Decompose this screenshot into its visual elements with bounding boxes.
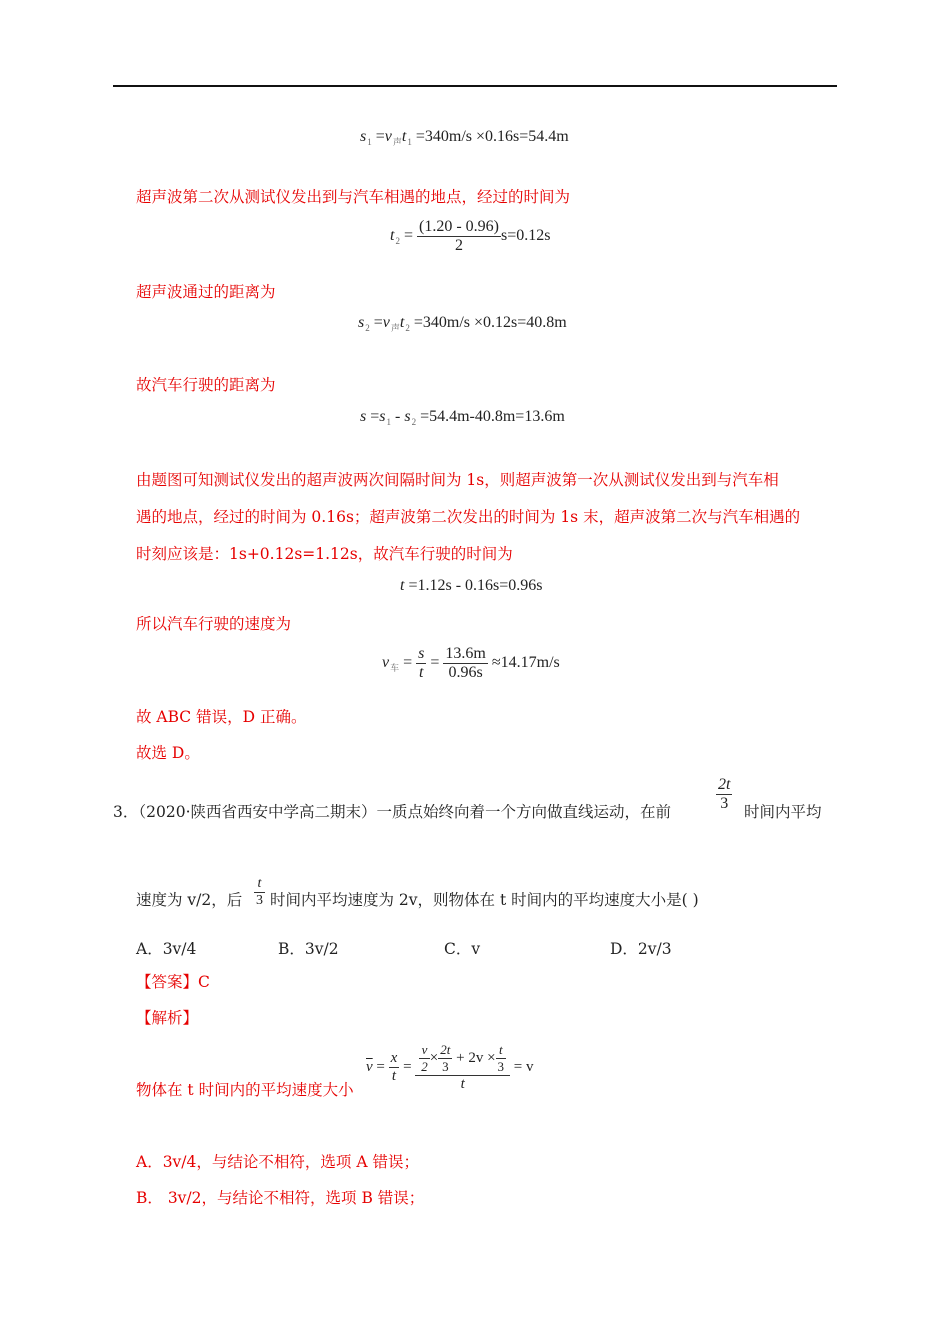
- question-3-line-1: 3．（2020·陕西省西安中学高二期末）一质点始终向着一个方向做直线运动，在前: [113, 803, 672, 821]
- option-b: B．3v/2: [278, 940, 339, 958]
- analysis-option-a: A．3v/4，与结论不相符，选项 A 错误；: [136, 1153, 419, 1171]
- equation-v-car: $v_车$ = $\frac{s}{t}$ = $\frac{13.6m}{0.96s}$ ≈14.17m/s: [382, 645, 560, 681]
- answer-line: 【答案】C: [136, 973, 210, 991]
- question-3-line-2a: 速度为 v/2，后: [136, 891, 243, 909]
- equation-s1: $s_1 =v_声t_1 =340m/s \times 0.16s=54.4m$: [360, 128, 569, 147]
- equation-average-velocity: $\overline{v}$ = $\frac{x}{t}$ = $\frac{v}{2}$ × $\frac{2t}{3}$ + 2v × $\frac{t}{3}$ t = v: [366, 1042, 534, 1092]
- equation-t: t =1.12s - 0.16s=0.96s: [400, 577, 543, 594]
- option-c: C．v: [444, 940, 481, 958]
- question-3-frac-t-3: $\frac{t}{3}$: [256, 876, 263, 908]
- analysis-label: 【解析】: [136, 1009, 199, 1027]
- option-d: D．2v/3: [610, 940, 672, 958]
- conclusion-2: 故选 D。: [136, 744, 200, 762]
- question-3-line-1-end: 时间内平均: [744, 803, 822, 821]
- header-rule: [113, 85, 837, 87]
- text-speed: 所以汽车行驶的速度为: [136, 615, 292, 633]
- analysis-text: 物体在 t 时间内的平均速度大小: [136, 1081, 354, 1099]
- equation-t2: $t_2$ = $\frac{(1.20 - 0.96)}{2}$ s=0.12s: [390, 218, 551, 254]
- option-a: A．3v/4: [136, 940, 197, 958]
- paragraph-line-1: 由题图可知测试仪发出的超声波两次间隔时间为 1s，则超声波第一次从测试仪发出到与汽车相: [136, 471, 779, 489]
- analysis-option-b: B． 3v/2，与结论不相符，选项 B 错误；: [136, 1189, 425, 1207]
- paragraph-line-2: 遇的地点，经过的时间为 0.16s；超声波第二次发出的时间为 1s 末，超声波第二次与汽车相遇的: [136, 508, 801, 526]
- question-3-frac-2t-3: $\frac{2t}{3}$: [718, 776, 731, 812]
- paragraph-line-3: 时刻应该是：1s+0.12s=1.12s，故汽车行驶的时间为: [136, 545, 513, 563]
- text-distance: 超声波通过的距离为: [136, 283, 276, 301]
- question-3-line-2b: 时间内平均速度为 2v，则物体在 t 时间内的平均速度大小是( ): [270, 891, 699, 909]
- conclusion-1: 故 ABC 错误，D 正确。: [136, 708, 307, 726]
- equation-s: $s =s_1 - s_2 =54.4m-40.8m=13.6m$: [360, 408, 565, 427]
- text-second-time: 超声波第二次从测试仪发出到与汽车相遇的地点，经过的时间为: [136, 188, 571, 206]
- equation-s2: $s_2 =v_声t_2 =340m/s \times 0.12s=40.8m$: [358, 314, 567, 333]
- text-car-distance: 故汽车行驶的距离为: [136, 376, 276, 394]
